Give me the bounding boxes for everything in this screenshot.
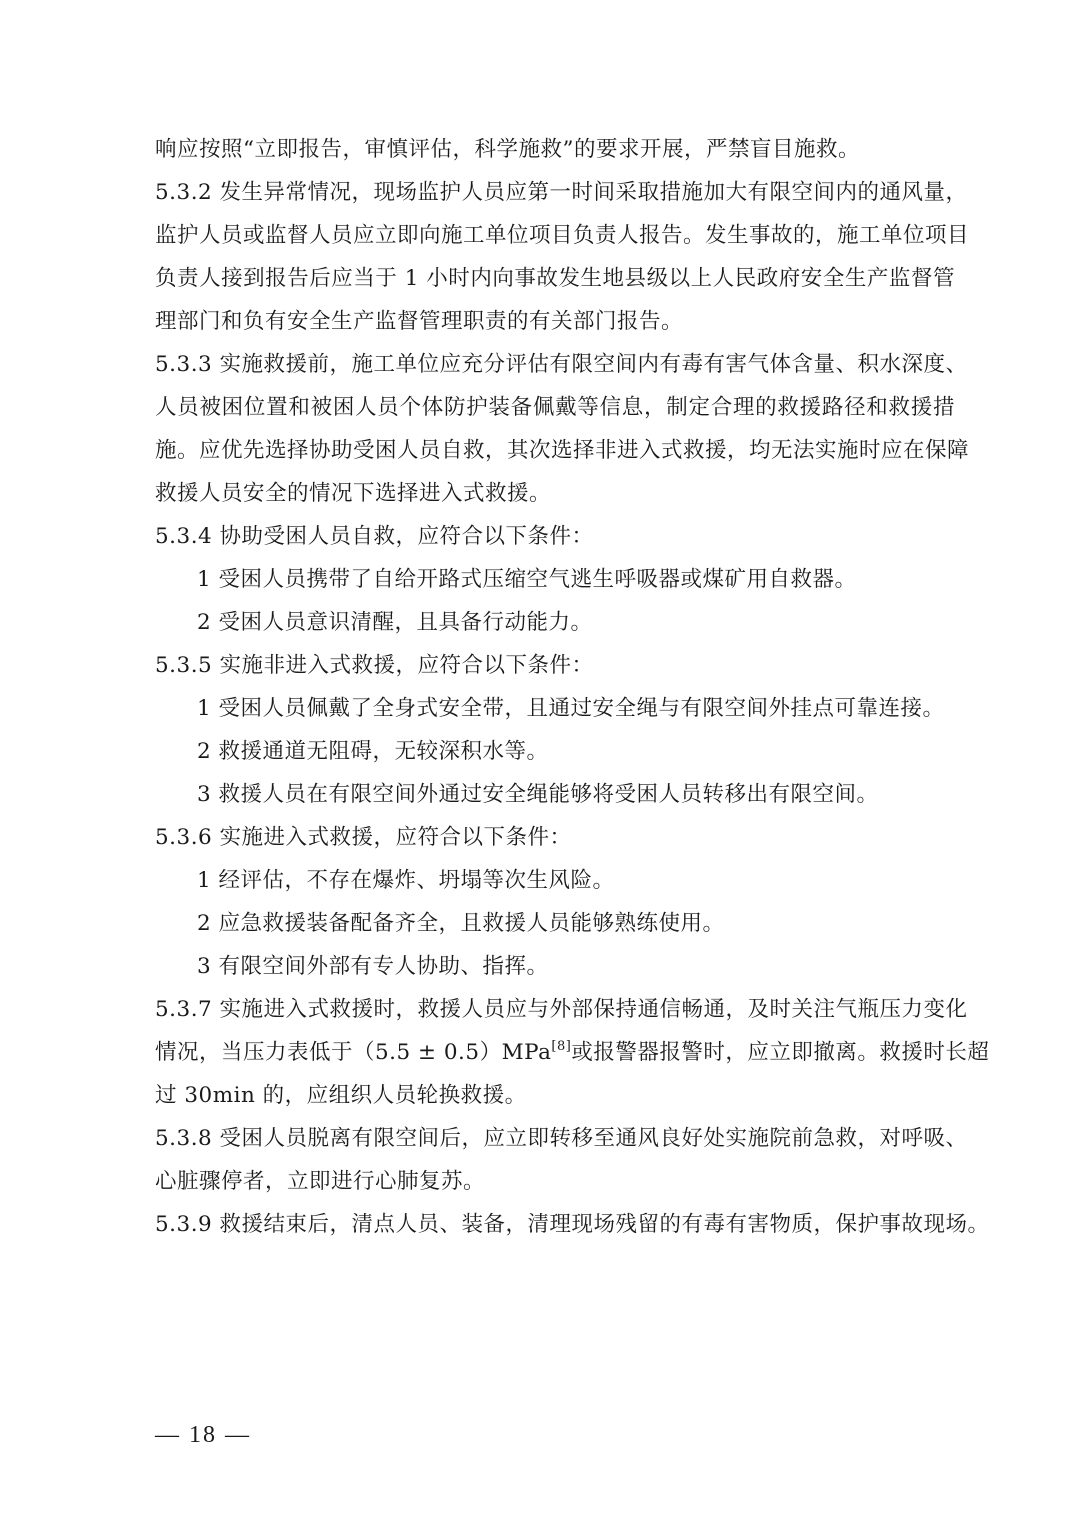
line-text: 或报警器报警时，应立即撤离。救援时长超 bbox=[571, 1040, 990, 1065]
clause-5-3-6-line: 5.3.6 实施进入式救援，应符合以下条件： bbox=[155, 825, 572, 850]
paragraph-line: 负责人接到报告后应当于 1 小时内向事故发生地县级以上人民政府安全生产监督管 bbox=[155, 266, 955, 291]
paragraph-line: 过 30min 的，应组织人员轮换救援。 bbox=[155, 1083, 527, 1108]
paragraph-line: 人员被困位置和被困人员个体防护装备佩戴等信息，制定合理的救援路径和救援措 bbox=[155, 395, 955, 420]
paragraph-line: 心脏骤停者，立即进行心肺复苏。 bbox=[155, 1169, 486, 1194]
list-item: 3 救援人员在有限空间外通过安全绳能够将受困人员转移出有限空间。 bbox=[197, 782, 879, 807]
line-text: 情况，当压力表低于（5.5 ± 0.5）MPa bbox=[155, 1040, 552, 1065]
paragraph-line: 救援人员安全的情况下选择进入式救援。 bbox=[155, 481, 552, 506]
paragraph-line-with-citation bbox=[155, 1038, 990, 1068]
clause-5-3-5-line: 5.3.5 实施非进入式救援，应符合以下条件： bbox=[155, 653, 594, 678]
paragraph-line: 响应按照“立即报告，审慎评估，科学施救”的要求开展，严禁盲目施救。 bbox=[155, 137, 860, 162]
clause-5-3-4-line: 5.3.4 协助受困人员自救，应符合以下条件： bbox=[155, 524, 594, 549]
paragraph-line: 理部门和负有安全生产监督管理职责的有关部门报告。 bbox=[155, 309, 684, 334]
list-item: 2 应急救援装备配备齐全，且救援人员能够熟练使用。 bbox=[197, 911, 725, 936]
list-item: 2 救援通道无阻碍，无较深积水等。 bbox=[197, 739, 549, 764]
list-item: 2 受困人员意识清醒，且具备行动能力。 bbox=[197, 610, 593, 635]
clause-5-3-8-line: 5.3.8 受困人员脱离有限空间后，应立即转移至通风良好处实施院前急救，对呼吸、 bbox=[155, 1126, 968, 1151]
citation-reference: [8] bbox=[551, 1039, 572, 1054]
list-item: 1 经评估，不存在爆炸、坍塌等次生风险。 bbox=[197, 868, 615, 893]
list-item: 3 有限空间外部有专人协助、指挥。 bbox=[197, 954, 549, 979]
clause-5-3-3-line: 5.3.3 实施救援前，施工单位应充分评估有限空间内有毒有害气体含量、积水深度、 bbox=[155, 352, 968, 377]
list-item: 1 受困人员佩戴了全身式安全带，且通过安全绳与有限空间外挂点可靠连接。 bbox=[197, 696, 945, 721]
paragraph-line: 监护人员或监督人员应立即向施工单位项目负责人报告。发生事故的，施工单位项目 bbox=[155, 223, 970, 248]
clause-5-3-2-line: 5.3.2 发生异常情况，现场监护人员应第一时间采取措施加大有限空间内的通风量， bbox=[155, 180, 968, 205]
clause-5-3-9-line: 5.3.9 救援结束后，清点人员、装备，清理现场残留的有毒有害物质，保护事故现场。 bbox=[155, 1212, 990, 1237]
clause-5-3-7-line: 5.3.7 实施进入式救援时，救援人员应与外部保持通信畅通，及时关注气瓶压力变化 bbox=[155, 997, 968, 1022]
page-number: — 18 — bbox=[155, 1422, 251, 1448]
paragraph-line: 施。应优先选择协助受困人员自救，其次选择非进入式救援，均无法实施时应在保障 bbox=[155, 438, 970, 463]
list-item: 1 受困人员携带了自给开路式压缩空气逃生呼吸器或煤矿用自救器。 bbox=[197, 567, 857, 592]
